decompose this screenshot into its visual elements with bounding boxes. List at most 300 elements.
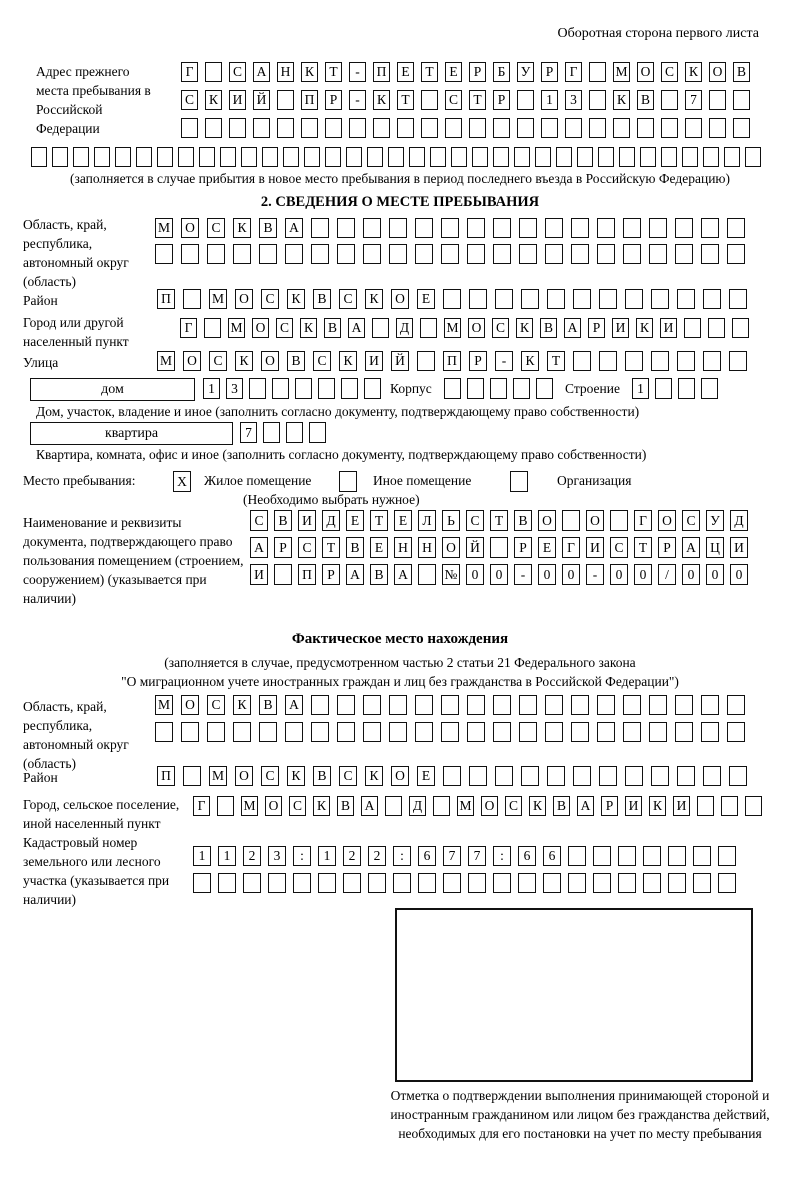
char-cell[interactable] bbox=[467, 722, 485, 742]
char-cell[interactable]: / bbox=[658, 564, 676, 585]
char-cell[interactable] bbox=[337, 244, 355, 264]
char-cell[interactable] bbox=[469, 118, 486, 138]
char-cell[interactable]: У bbox=[706, 510, 724, 531]
char-cell[interactable] bbox=[420, 318, 437, 338]
char-cell[interactable]: О bbox=[658, 510, 676, 531]
char-cell[interactable]: 1 bbox=[318, 846, 336, 866]
char-cell[interactable]: 0 bbox=[562, 564, 580, 585]
char-cell[interactable] bbox=[573, 766, 591, 786]
char-cell[interactable]: 2 bbox=[368, 846, 386, 866]
char-cell[interactable] bbox=[268, 873, 286, 893]
char-cell[interactable] bbox=[718, 846, 736, 866]
char-cell[interactable] bbox=[341, 378, 358, 399]
char-cell[interactable] bbox=[610, 510, 628, 531]
char-cell[interactable] bbox=[598, 147, 614, 167]
char-cell[interactable]: А bbox=[250, 537, 268, 558]
char-cell[interactable]: 7 bbox=[240, 422, 257, 443]
char-cell[interactable]: В bbox=[637, 90, 654, 110]
char-cell[interactable] bbox=[272, 378, 289, 399]
char-cell[interactable] bbox=[625, 351, 643, 371]
char-cell[interactable] bbox=[599, 289, 617, 309]
char-cell[interactable] bbox=[285, 244, 303, 264]
char-cell[interactable]: С bbox=[229, 62, 246, 82]
actual-region-row-2[interactable] bbox=[155, 722, 745, 742]
char-cell[interactable] bbox=[729, 289, 747, 309]
char-cell[interactable]: И bbox=[586, 537, 604, 558]
char-cell[interactable] bbox=[649, 218, 667, 238]
char-cell[interactable] bbox=[493, 722, 511, 742]
char-cell[interactable] bbox=[418, 564, 436, 585]
char-cell[interactable] bbox=[293, 873, 311, 893]
char-cell[interactable]: Р bbox=[493, 90, 510, 110]
char-cell[interactable]: 6 bbox=[418, 846, 436, 866]
char-cell[interactable]: : bbox=[493, 846, 511, 866]
char-cell[interactable] bbox=[263, 422, 280, 443]
char-cell[interactable]: И bbox=[612, 318, 629, 338]
char-cell[interactable] bbox=[701, 695, 719, 715]
char-cell[interactable] bbox=[157, 147, 173, 167]
char-cell[interactable] bbox=[495, 289, 513, 309]
char-cell[interactable]: А bbox=[253, 62, 270, 82]
char-cell[interactable]: К bbox=[365, 766, 383, 786]
char-cell[interactable]: Й bbox=[253, 90, 270, 110]
char-cell[interactable]: Д bbox=[409, 796, 426, 816]
char-cell[interactable]: У bbox=[517, 62, 534, 82]
char-cell[interactable] bbox=[467, 695, 485, 715]
char-cell[interactable] bbox=[415, 722, 433, 742]
char-cell[interactable] bbox=[233, 244, 251, 264]
other-premises-checkbox[interactable] bbox=[339, 471, 357, 492]
char-cell[interactable] bbox=[490, 378, 507, 399]
char-cell[interactable]: Е bbox=[417, 766, 435, 786]
char-cell[interactable] bbox=[205, 118, 222, 138]
char-cell[interactable]: Й bbox=[466, 537, 484, 558]
char-cell[interactable]: В bbox=[514, 510, 532, 531]
char-cell[interactable]: К bbox=[205, 90, 222, 110]
char-cell[interactable]: 1 bbox=[193, 846, 211, 866]
char-cell[interactable] bbox=[727, 695, 745, 715]
char-cell[interactable] bbox=[668, 873, 686, 893]
char-cell[interactable] bbox=[703, 766, 721, 786]
char-cell[interactable] bbox=[545, 722, 563, 742]
char-cell[interactable] bbox=[637, 118, 654, 138]
char-cell[interactable]: С bbox=[445, 90, 462, 110]
char-cell[interactable] bbox=[311, 722, 329, 742]
char-cell[interactable]: П bbox=[298, 564, 316, 585]
char-cell[interactable]: П bbox=[301, 90, 318, 110]
char-cell[interactable] bbox=[543, 873, 561, 893]
char-cell[interactable] bbox=[675, 218, 693, 238]
char-cell[interactable]: Т bbox=[370, 510, 388, 531]
char-cell[interactable] bbox=[709, 90, 726, 110]
char-cell[interactable] bbox=[372, 318, 389, 338]
char-cell[interactable]: К bbox=[365, 289, 383, 309]
char-cell[interactable] bbox=[675, 722, 693, 742]
char-cell[interactable] bbox=[697, 796, 714, 816]
char-cell[interactable]: Р bbox=[588, 318, 605, 338]
char-cell[interactable]: О bbox=[586, 510, 604, 531]
char-cell[interactable] bbox=[467, 244, 485, 264]
char-cell[interactable] bbox=[599, 351, 617, 371]
char-cell[interactable]: К bbox=[521, 351, 539, 371]
house-cells[interactable] bbox=[203, 378, 381, 399]
char-cell[interactable] bbox=[562, 510, 580, 531]
char-cell[interactable]: К bbox=[287, 766, 305, 786]
char-cell[interactable]: Ц bbox=[706, 537, 724, 558]
char-cell[interactable]: А bbox=[564, 318, 581, 338]
char-cell[interactable] bbox=[745, 147, 761, 167]
char-cell[interactable]: С bbox=[339, 289, 357, 309]
actual-city-row[interactable] bbox=[193, 796, 762, 816]
char-cell[interactable] bbox=[521, 289, 539, 309]
char-cell[interactable] bbox=[181, 244, 199, 264]
char-cell[interactable] bbox=[661, 147, 677, 167]
char-cell[interactable]: О bbox=[538, 510, 556, 531]
char-cell[interactable] bbox=[651, 766, 669, 786]
char-cell[interactable] bbox=[397, 118, 414, 138]
char-cell[interactable]: Д bbox=[396, 318, 413, 338]
char-cell[interactable] bbox=[468, 873, 486, 893]
char-cell[interactable] bbox=[514, 147, 530, 167]
char-cell[interactable] bbox=[94, 147, 110, 167]
char-cell[interactable] bbox=[441, 218, 459, 238]
char-cell[interactable] bbox=[385, 796, 402, 816]
char-cell[interactable] bbox=[655, 378, 672, 399]
char-cell[interactable] bbox=[661, 90, 678, 110]
char-cell[interactable] bbox=[589, 118, 606, 138]
char-cell[interactable]: - bbox=[349, 90, 366, 110]
char-cell[interactable] bbox=[568, 873, 586, 893]
char-cell[interactable] bbox=[346, 147, 362, 167]
char-cell[interactable] bbox=[309, 422, 326, 443]
char-cell[interactable] bbox=[73, 147, 89, 167]
char-cell[interactable]: О bbox=[391, 289, 409, 309]
organization-checkbox[interactable] bbox=[510, 471, 528, 492]
char-cell[interactable] bbox=[443, 289, 461, 309]
char-cell[interactable] bbox=[727, 722, 745, 742]
char-cell[interactable]: М bbox=[228, 318, 245, 338]
char-cell[interactable] bbox=[199, 147, 215, 167]
char-cell[interactable] bbox=[469, 766, 487, 786]
char-cell[interactable]: Е bbox=[397, 62, 414, 82]
actual-district-row[interactable] bbox=[157, 766, 747, 786]
residential-checkbox[interactable]: X bbox=[173, 471, 191, 492]
char-cell[interactable] bbox=[573, 351, 591, 371]
char-cell[interactable]: С bbox=[313, 351, 331, 371]
char-cell[interactable] bbox=[519, 695, 537, 715]
char-cell[interactable]: В bbox=[313, 766, 331, 786]
prev-address-row-2[interactable] bbox=[181, 90, 750, 110]
char-cell[interactable] bbox=[703, 147, 719, 167]
char-cell[interactable] bbox=[274, 564, 292, 585]
char-cell[interactable] bbox=[643, 873, 661, 893]
char-cell[interactable] bbox=[517, 118, 534, 138]
char-cell[interactable] bbox=[393, 873, 411, 893]
char-cell[interactable]: Г bbox=[634, 510, 652, 531]
char-cell[interactable] bbox=[545, 695, 563, 715]
char-cell[interactable] bbox=[519, 722, 537, 742]
document-row-1[interactable] bbox=[250, 510, 748, 531]
char-cell[interactable]: М bbox=[157, 351, 175, 371]
char-cell[interactable] bbox=[389, 695, 407, 715]
char-cell[interactable] bbox=[597, 695, 615, 715]
char-cell[interactable]: И bbox=[250, 564, 268, 585]
char-cell[interactable]: О bbox=[181, 695, 199, 715]
char-cell[interactable] bbox=[547, 289, 565, 309]
char-cell[interactable]: П bbox=[443, 351, 461, 371]
char-cell[interactable] bbox=[661, 118, 678, 138]
char-cell[interactable]: Р bbox=[325, 90, 342, 110]
char-cell[interactable] bbox=[277, 118, 294, 138]
char-cell[interactable] bbox=[430, 147, 446, 167]
char-cell[interactable] bbox=[727, 218, 745, 238]
char-cell[interactable]: 0 bbox=[706, 564, 724, 585]
char-cell[interactable] bbox=[643, 846, 661, 866]
char-cell[interactable] bbox=[451, 147, 467, 167]
char-cell[interactable]: С bbox=[298, 537, 316, 558]
char-cell[interactable]: М bbox=[457, 796, 474, 816]
char-cell[interactable] bbox=[115, 147, 131, 167]
char-cell[interactable]: О bbox=[261, 351, 279, 371]
char-cell[interactable] bbox=[625, 289, 643, 309]
char-cell[interactable] bbox=[421, 90, 438, 110]
char-cell[interactable] bbox=[205, 62, 222, 82]
char-cell[interactable] bbox=[183, 766, 201, 786]
char-cell[interactable]: В bbox=[733, 62, 750, 82]
char-cell[interactable] bbox=[568, 846, 586, 866]
char-cell[interactable] bbox=[493, 218, 511, 238]
char-cell[interactable]: К bbox=[287, 289, 305, 309]
corpus-cells[interactable] bbox=[444, 378, 553, 399]
char-cell[interactable] bbox=[318, 378, 335, 399]
char-cell[interactable]: О bbox=[235, 766, 253, 786]
char-cell[interactable]: С bbox=[250, 510, 268, 531]
char-cell[interactable] bbox=[136, 147, 152, 167]
char-cell[interactable] bbox=[363, 218, 381, 238]
char-cell[interactable] bbox=[703, 289, 721, 309]
char-cell[interactable] bbox=[259, 244, 277, 264]
char-cell[interactable] bbox=[472, 147, 488, 167]
char-cell[interactable]: 2 bbox=[243, 846, 261, 866]
char-cell[interactable] bbox=[618, 846, 636, 866]
actual-region-row-1[interactable] bbox=[155, 695, 745, 715]
char-cell[interactable] bbox=[441, 722, 459, 742]
char-cell[interactable] bbox=[589, 90, 606, 110]
char-cell[interactable] bbox=[363, 695, 381, 715]
char-cell[interactable] bbox=[571, 722, 589, 742]
char-cell[interactable]: И bbox=[298, 510, 316, 531]
char-cell[interactable] bbox=[343, 873, 361, 893]
char-cell[interactable]: К bbox=[613, 90, 630, 110]
char-cell[interactable] bbox=[565, 118, 582, 138]
char-cell[interactable]: С bbox=[261, 289, 279, 309]
char-cell[interactable] bbox=[433, 796, 450, 816]
char-cell[interactable] bbox=[467, 378, 484, 399]
char-cell[interactable] bbox=[675, 244, 693, 264]
char-cell[interactable] bbox=[547, 766, 565, 786]
char-cell[interactable]: И bbox=[673, 796, 690, 816]
char-cell[interactable] bbox=[207, 722, 225, 742]
char-cell[interactable]: О bbox=[391, 766, 409, 786]
char-cell[interactable]: О bbox=[252, 318, 269, 338]
char-cell[interactable] bbox=[193, 873, 211, 893]
char-cell[interactable] bbox=[364, 378, 381, 399]
char-cell[interactable] bbox=[519, 218, 537, 238]
char-cell[interactable]: О bbox=[442, 537, 460, 558]
char-cell[interactable]: К bbox=[373, 90, 390, 110]
char-cell[interactable]: № bbox=[442, 564, 460, 585]
char-cell[interactable]: М bbox=[209, 289, 227, 309]
char-cell[interactable]: - bbox=[349, 62, 366, 82]
char-cell[interactable]: В bbox=[274, 510, 292, 531]
char-cell[interactable]: Е bbox=[394, 510, 412, 531]
char-cell[interactable] bbox=[311, 695, 329, 715]
char-cell[interactable]: И bbox=[229, 90, 246, 110]
char-cell[interactable]: Т bbox=[469, 90, 486, 110]
char-cell[interactable]: И bbox=[730, 537, 748, 558]
char-cell[interactable]: 6 bbox=[518, 846, 536, 866]
char-cell[interactable]: К bbox=[301, 62, 318, 82]
char-cell[interactable]: В bbox=[313, 289, 331, 309]
char-cell[interactable] bbox=[521, 766, 539, 786]
char-cell[interactable] bbox=[619, 147, 635, 167]
char-cell[interactable]: М bbox=[241, 796, 258, 816]
char-cell[interactable] bbox=[253, 118, 270, 138]
char-cell[interactable]: И bbox=[625, 796, 642, 816]
char-cell[interactable]: Е bbox=[538, 537, 556, 558]
char-cell[interactable] bbox=[545, 218, 563, 238]
char-cell[interactable] bbox=[243, 873, 261, 893]
char-cell[interactable] bbox=[519, 244, 537, 264]
char-cell[interactable]: Р bbox=[541, 62, 558, 82]
char-cell[interactable]: - bbox=[586, 564, 604, 585]
char-cell[interactable] bbox=[207, 244, 225, 264]
char-cell[interactable] bbox=[651, 289, 669, 309]
char-cell[interactable] bbox=[701, 218, 719, 238]
char-cell[interactable] bbox=[493, 147, 509, 167]
char-cell[interactable] bbox=[535, 147, 551, 167]
char-cell[interactable] bbox=[337, 695, 355, 715]
char-cell[interactable]: 0 bbox=[730, 564, 748, 585]
char-cell[interactable] bbox=[701, 244, 719, 264]
char-cell[interactable] bbox=[677, 766, 695, 786]
char-cell[interactable]: 3 bbox=[565, 90, 582, 110]
cadastral-row-2[interactable] bbox=[193, 873, 736, 893]
char-cell[interactable]: О bbox=[181, 218, 199, 238]
region-row-1[interactable] bbox=[155, 218, 745, 238]
char-cell[interactable]: К bbox=[516, 318, 533, 338]
char-cell[interactable]: Р bbox=[601, 796, 618, 816]
char-cell[interactable]: 1 bbox=[203, 378, 220, 399]
char-cell[interactable]: К bbox=[235, 351, 253, 371]
char-cell[interactable]: В bbox=[553, 796, 570, 816]
char-cell[interactable] bbox=[597, 244, 615, 264]
char-cell[interactable] bbox=[467, 218, 485, 238]
char-cell[interactable] bbox=[513, 378, 530, 399]
char-cell[interactable] bbox=[229, 118, 246, 138]
char-cell[interactable]: М bbox=[613, 62, 630, 82]
char-cell[interactable] bbox=[668, 846, 686, 866]
char-cell[interactable] bbox=[701, 722, 719, 742]
char-cell[interactable]: П bbox=[157, 766, 175, 786]
char-cell[interactable] bbox=[443, 873, 461, 893]
char-cell[interactable] bbox=[220, 147, 236, 167]
char-cell[interactable]: Г bbox=[562, 537, 580, 558]
char-cell[interactable]: А bbox=[682, 537, 700, 558]
char-cell[interactable]: 1 bbox=[218, 846, 236, 866]
char-cell[interactable]: Д bbox=[322, 510, 340, 531]
char-cell[interactable]: : bbox=[393, 846, 411, 866]
char-cell[interactable] bbox=[441, 695, 459, 715]
char-cell[interactable]: К bbox=[636, 318, 653, 338]
prev-address-row-3[interactable] bbox=[181, 118, 750, 138]
char-cell[interactable] bbox=[685, 118, 702, 138]
char-cell[interactable] bbox=[718, 873, 736, 893]
char-cell[interactable] bbox=[444, 378, 461, 399]
char-cell[interactable]: Р bbox=[322, 564, 340, 585]
char-cell[interactable] bbox=[389, 722, 407, 742]
char-cell[interactable] bbox=[181, 118, 198, 138]
char-cell[interactable] bbox=[493, 873, 511, 893]
char-cell[interactable]: С bbox=[466, 510, 484, 531]
char-cell[interactable]: 1 bbox=[541, 90, 558, 110]
char-cell[interactable] bbox=[441, 244, 459, 264]
char-cell[interactable]: 6 bbox=[543, 846, 561, 866]
char-cell[interactable]: С bbox=[209, 351, 227, 371]
char-cell[interactable] bbox=[283, 147, 299, 167]
char-cell[interactable] bbox=[233, 722, 251, 742]
char-cell[interactable]: : bbox=[293, 846, 311, 866]
char-cell[interactable] bbox=[155, 244, 173, 264]
char-cell[interactable] bbox=[597, 218, 615, 238]
char-cell[interactable]: П bbox=[157, 289, 175, 309]
char-cell[interactable]: - bbox=[514, 564, 532, 585]
char-cell[interactable] bbox=[493, 118, 510, 138]
document-row-3[interactable] bbox=[250, 564, 748, 585]
char-cell[interactable] bbox=[367, 147, 383, 167]
char-cell[interactable] bbox=[178, 147, 194, 167]
char-cell[interactable]: А bbox=[577, 796, 594, 816]
char-cell[interactable]: В bbox=[337, 796, 354, 816]
char-cell[interactable] bbox=[286, 422, 303, 443]
char-cell[interactable] bbox=[677, 289, 695, 309]
char-cell[interactable] bbox=[613, 118, 630, 138]
char-cell[interactable]: С bbox=[181, 90, 198, 110]
char-cell[interactable] bbox=[349, 118, 366, 138]
document-row-2[interactable] bbox=[250, 537, 748, 558]
street-row[interactable] bbox=[157, 351, 747, 371]
char-cell[interactable]: С bbox=[610, 537, 628, 558]
char-cell[interactable]: - bbox=[495, 351, 513, 371]
char-cell[interactable] bbox=[649, 722, 667, 742]
char-cell[interactable]: К bbox=[233, 218, 251, 238]
char-cell[interactable]: Т bbox=[325, 62, 342, 82]
district-row[interactable] bbox=[157, 289, 747, 309]
char-cell[interactable]: О bbox=[637, 62, 654, 82]
char-cell[interactable] bbox=[304, 147, 320, 167]
prev-address-row-4[interactable] bbox=[31, 147, 761, 167]
char-cell[interactable]: О bbox=[183, 351, 201, 371]
char-cell[interactable] bbox=[703, 351, 721, 371]
char-cell[interactable] bbox=[52, 147, 68, 167]
char-cell[interactable]: С bbox=[682, 510, 700, 531]
char-cell[interactable]: В bbox=[324, 318, 341, 338]
char-cell[interactable]: 3 bbox=[226, 378, 243, 399]
char-cell[interactable]: Б bbox=[493, 62, 510, 82]
char-cell[interactable] bbox=[625, 766, 643, 786]
char-cell[interactable] bbox=[556, 147, 572, 167]
char-cell[interactable] bbox=[573, 289, 591, 309]
